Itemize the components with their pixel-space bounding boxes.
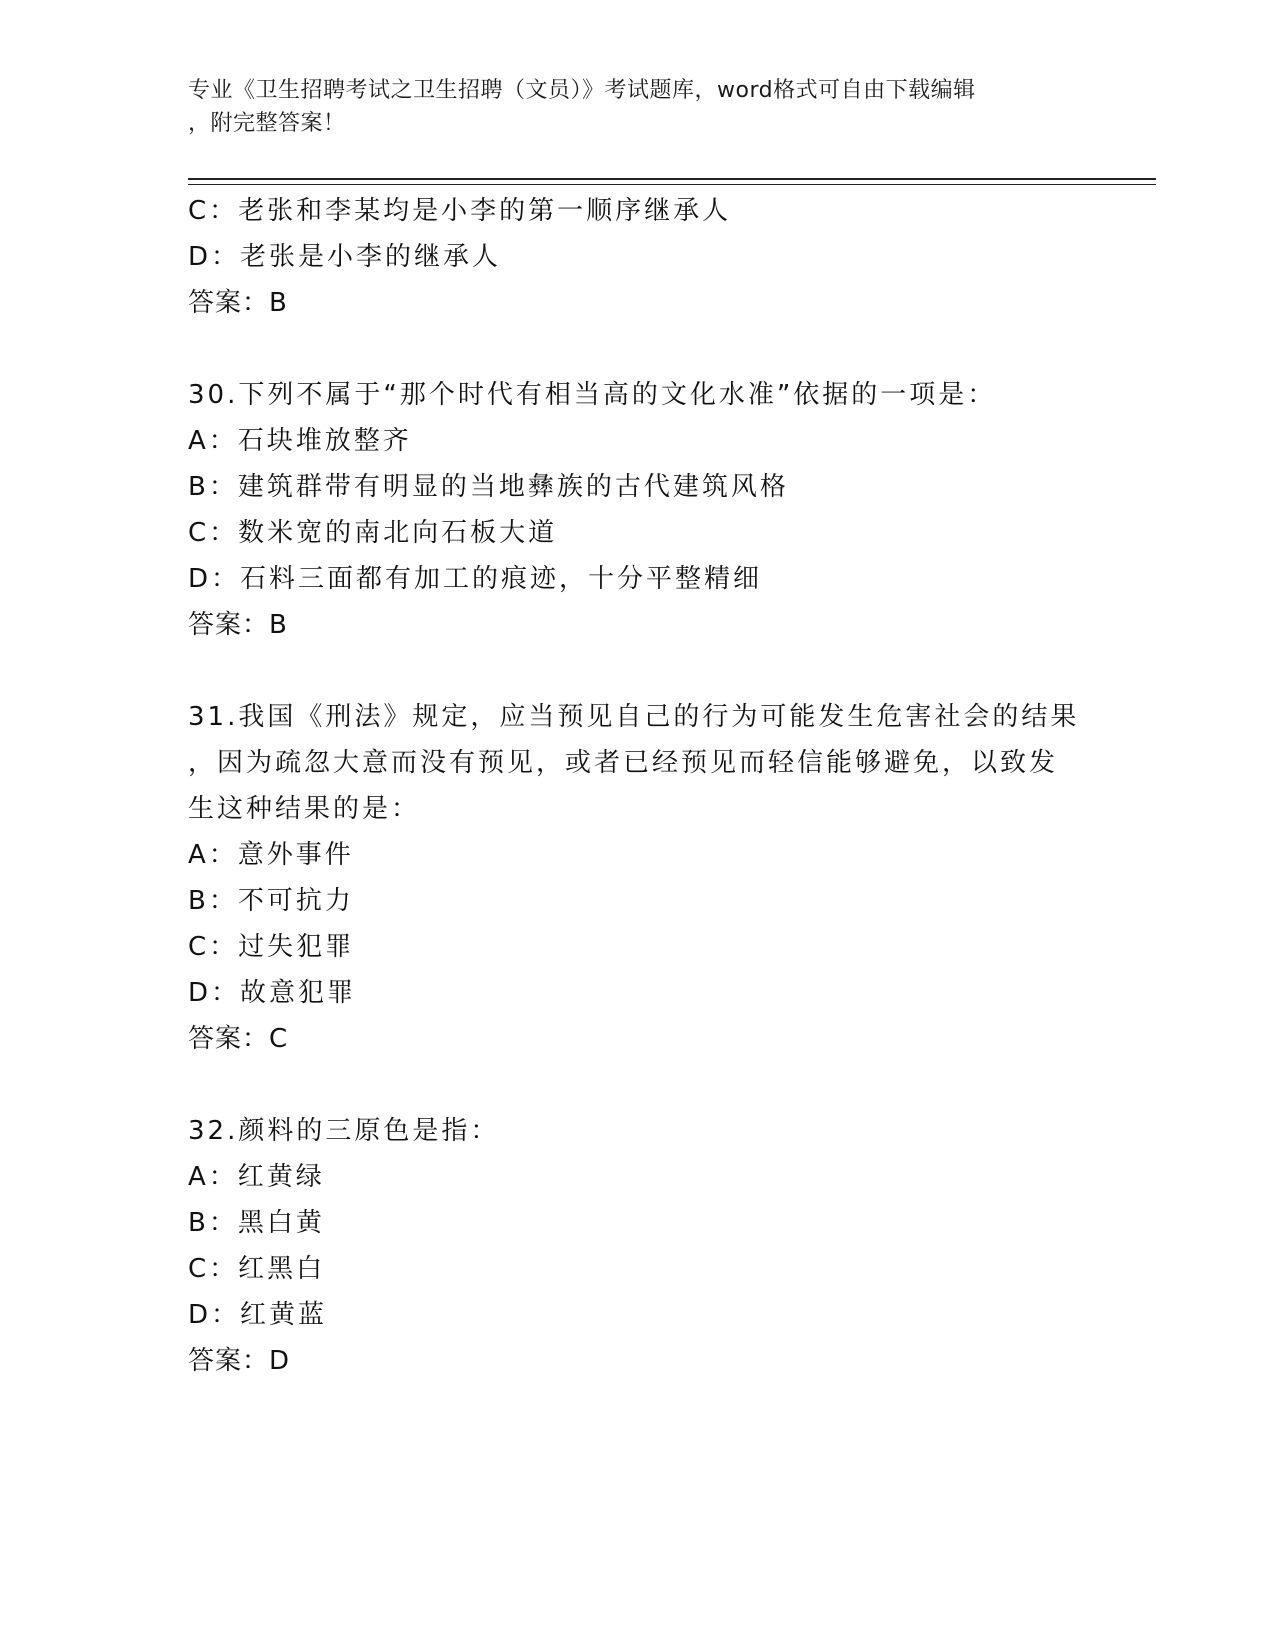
header-divider-thick [188, 178, 1156, 180]
question-30 [188, 372, 1088, 648]
answer-line: 答案：B [188, 288, 288, 318]
option-c: C：过失犯罪 [188, 932, 355, 962]
header-line-1: 专业《卫生招聘考试之卫生招聘（文员）》考试题库，word格式可自由下载编辑 [188, 78, 976, 103]
question-stem: 32.颜料的三原色是指： [188, 1116, 500, 1146]
option-b: B：黑白黄 [188, 1208, 325, 1238]
option-b: B：建筑群带有明显的当地彝族的古代建筑风格 [188, 472, 789, 502]
option-d: D：石料三面都有加工的痕迹，十分平整精细 [188, 564, 763, 594]
answer-line: 答案：C [188, 1024, 289, 1054]
option-a: A：红黄绿 [188, 1162, 325, 1192]
option-c: C：老张和李某均是小李的第一顺序继承人 [188, 196, 732, 226]
option-d: D：故意犯罪 [188, 978, 357, 1008]
document-header [188, 74, 1088, 140]
question-stem: ，因为疏忽大意而没有预见，或者已经预见而轻信能够避免，以致发 [188, 748, 1059, 778]
option-a: A：石块堆放整齐 [188, 426, 412, 456]
option-c: C：红黑白 [188, 1254, 326, 1284]
answer-line: 答案：B [188, 610, 288, 640]
header-divider-thin [188, 184, 1156, 185]
question-list [188, 188, 1088, 1384]
question-31 [188, 694, 1088, 1062]
option-d: D：红黄蓝 [188, 1300, 328, 1330]
option-b: B：不可抗力 [188, 886, 354, 916]
question-stem: 30.下列不属于“那个时代有相当高的文化水准”依据的一项是： [188, 380, 997, 410]
option-c: C：数米宽的南北向石板大道 [188, 518, 558, 548]
question-stem: 生这种结果的是： [188, 794, 421, 824]
option-a: A：意外事件 [188, 840, 354, 870]
question-32 [188, 1108, 1088, 1384]
answer-line: 答案：D [188, 1346, 291, 1376]
header-line-2: ，附完整答案！ [188, 111, 346, 136]
question-stem: 31.我国《刑法》规定，应当预见自己的行为可能发生危害社会的结果 [188, 702, 1080, 732]
question-29-continued [188, 188, 1088, 326]
option-d: D：老张是小李的继承人 [188, 242, 502, 272]
